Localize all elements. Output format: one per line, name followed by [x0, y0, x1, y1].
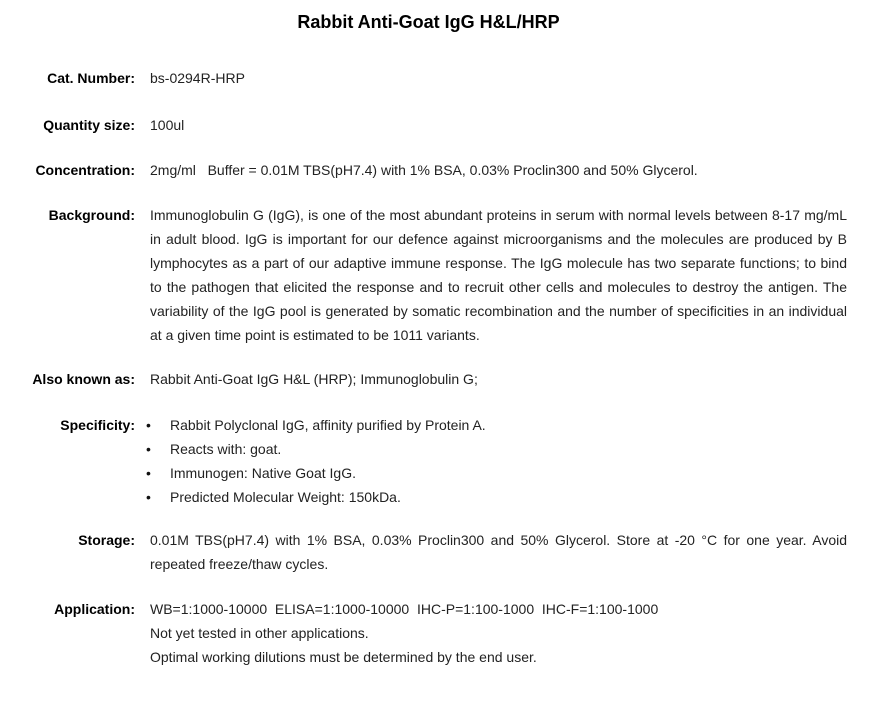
specificity-item-text: Reacts with: goat. — [170, 441, 282, 457]
list-item — [146, 461, 843, 485]
cat-number-value: bs-0294R-HRP — [150, 70, 245, 86]
specificity-label: Specificity: — [60, 417, 135, 433]
concentration-label: Concentration: — [35, 162, 135, 178]
application-note-line: Not yet tested in other applications. — [150, 625, 369, 641]
field-row-application — [0, 597, 878, 669]
application-label: Application: — [54, 601, 135, 617]
list-item — [146, 485, 843, 509]
also-known-as-label: Also known as: — [32, 371, 135, 387]
specificity-item-text: Rabbit Polyclonal IgG, affinity purified by Protein A. — [170, 417, 486, 433]
background-paragraph: Immunoglobulin G (IgG), is one of the most abundant proteins in serum with normal levels between 8-17 mg/mL in adult blood. IgG is important for our defence against microorganisms and the molecules are produced by B lymphocytes as a part of our adaptive immune response. The IgG molecule has two separate functions; to bind to the pathogen that elicited the response and to recruit other cells and molecules to destroy the antigen. The variability of the IgG pool is generated by somatic recombination and the number of specificities in an individual at a given time point is estimated to be 1011 variants. — [150, 207, 847, 343]
product-title: Rabbit Anti-Goat IgG H&L/HRP — [297, 12, 560, 32]
bullet-icon: • — [146, 465, 151, 481]
field-row-storage — [0, 528, 878, 576]
bullet-icon: • — [146, 417, 151, 433]
application-value — [150, 597, 847, 669]
list-item — [146, 437, 843, 461]
field-row-specificity — [0, 413, 878, 509]
application-dilutions-line: WB=1:1000-10000 ELISA=1:1000-10000 IHC-P=1:100-1000 IHC-F=1:100-1000 — [150, 601, 659, 617]
specificity-list — [146, 413, 843, 509]
bullet-icon: • — [146, 489, 151, 505]
storage-label: Storage: — [78, 532, 135, 548]
application-note-line: Optimal working dilutions must be determined by the end user. — [150, 649, 537, 665]
field-row-background — [0, 203, 878, 347]
storage-paragraph: 0.01M TBS(pH7.4) with 1% BSA, 0.03% Proclin300 and 50% Glycerol. Store at -20 °C for one year. Avoid repeated freeze/thaw cycles. — [150, 532, 847, 572]
quantity-size-label: Quantity size: — [43, 117, 135, 133]
cat-number-label: Cat. Number: — [47, 70, 135, 86]
also-known-as-value: Rabbit Anti-Goat IgG H&L (HRP); Immunoglobulin G; — [150, 371, 478, 387]
field-row-concentration — [0, 158, 878, 182]
field-row-cat-number — [0, 66, 878, 90]
list-item — [146, 413, 843, 437]
specificity-item-text: Immunogen: Native Goat IgG. — [170, 465, 356, 481]
field-row-also-known-as — [0, 367, 878, 391]
background-label: Background: — [48, 207, 135, 223]
specificity-item-text: Predicted Molecular Weight: 150kDa. — [170, 489, 401, 505]
field-row-quantity-size — [0, 113, 878, 137]
bullet-icon: • — [146, 441, 151, 457]
concentration-value: 2mg/ml Buffer = 0.01M TBS(pH7.4) with 1% BSA, 0.03% Proclin300 and 50% Glycerol. — [150, 162, 698, 178]
quantity-size-value: 100ul — [150, 117, 185, 133]
